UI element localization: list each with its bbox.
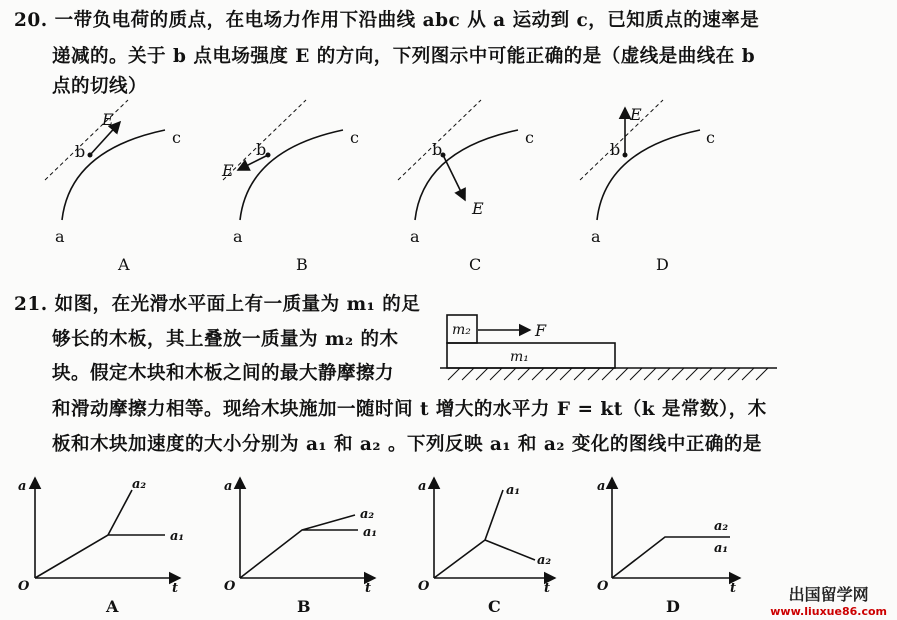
x-label: t xyxy=(365,581,372,596)
q20-number: 20. xyxy=(14,10,48,31)
x-label: t xyxy=(172,581,179,596)
label-b: b xyxy=(610,140,621,159)
q20-text: 一带负电荷的质点，在电场力作用下沿曲线 abc 从 a 运动到 c，已知质点的速率是 xyxy=(54,10,760,31)
watermark xyxy=(770,582,887,618)
a2-label: a₂ xyxy=(360,507,375,522)
q21-option-d[interactable]: D xyxy=(666,597,680,616)
label-e: E xyxy=(472,199,484,218)
board-label: m₁ xyxy=(510,349,529,365)
x-label: t xyxy=(544,581,551,596)
a1-label: a₁ xyxy=(170,529,185,544)
q21-graph-a xyxy=(35,478,180,578)
a1-label: a₁ xyxy=(363,525,378,540)
q20-option-a[interactable]: A xyxy=(118,255,130,274)
watermark-url: www.liuxue86.com xyxy=(770,605,887,618)
y-label: a xyxy=(18,479,27,494)
q21-line-3: 块。假定木块和木板之间的最大静摩擦力 xyxy=(52,363,395,384)
q20-points xyxy=(88,153,628,158)
q21-line-4: 和滑动摩擦力相等。现给木块施加一随时间 t 增大的水平力 F = kt（k 是常数），木 xyxy=(52,399,767,420)
a2-label: a₂ xyxy=(714,519,729,534)
a1-label: a₁ xyxy=(714,541,729,556)
q21-graph-b xyxy=(240,478,378,578)
a2-label: a₂ xyxy=(537,553,552,568)
x-label: t xyxy=(730,581,737,596)
watermark-title: 出国留学网 xyxy=(788,585,869,604)
a1-label: a₁ xyxy=(506,483,521,498)
block-label: m₂ xyxy=(452,322,471,338)
label-a: a xyxy=(55,227,65,246)
label-e: E xyxy=(222,161,234,180)
q20-figure-c xyxy=(398,100,518,220)
q21-option-c[interactable]: C xyxy=(488,597,501,616)
label-c: c xyxy=(172,128,181,147)
label-b: b xyxy=(256,140,267,159)
q20-option-d[interactable]: D xyxy=(656,255,669,274)
label-c: c xyxy=(706,128,715,147)
origin: O xyxy=(418,579,430,594)
q20-line-3: 点的切线） xyxy=(52,76,148,97)
label-c: c xyxy=(525,128,534,147)
force-label: F xyxy=(535,321,547,340)
y-label: a xyxy=(418,479,427,494)
q20-figure-b xyxy=(223,100,343,220)
q20-line-2: 递减的。关于 b 点电场强度 E 的方向，下列图示中可能正确的是（虚线是曲线在 b xyxy=(52,46,756,67)
label-c: c xyxy=(350,128,359,147)
y-label: a xyxy=(224,479,233,494)
origin: O xyxy=(18,579,30,594)
label-b: b xyxy=(75,142,86,161)
q21-number: 21. xyxy=(14,294,48,315)
y-label: a xyxy=(597,479,606,494)
q21-line-5: 板和木块加速度的大小分别为 a₁ 和 a₂ 。下列反映 a₁ 和 a₂ 变化的图线中正确的是 xyxy=(52,434,762,455)
origin: O xyxy=(224,579,236,594)
a2-label: a₂ xyxy=(132,477,147,492)
label-b: b xyxy=(432,140,443,159)
label-a: a xyxy=(233,227,243,246)
q21-line-2: 够长的木板，其上叠放一质量为 m₂ 的木 xyxy=(52,329,399,350)
q20-option-b[interactable]: B xyxy=(296,255,308,274)
label-e: E xyxy=(630,105,642,124)
label-e: E xyxy=(102,110,114,129)
q21-text: 如图，在光滑水平面上有一质量为 m₁ 的足 xyxy=(54,294,421,315)
q21-board-figure xyxy=(440,315,777,380)
origin: O xyxy=(597,579,609,594)
q21-option-a[interactable]: A xyxy=(106,597,119,616)
label-a: a xyxy=(410,227,420,246)
q21-option-b[interactable]: B xyxy=(297,597,311,616)
label-a: a xyxy=(591,227,601,246)
q20-option-c[interactable]: C xyxy=(469,255,482,274)
